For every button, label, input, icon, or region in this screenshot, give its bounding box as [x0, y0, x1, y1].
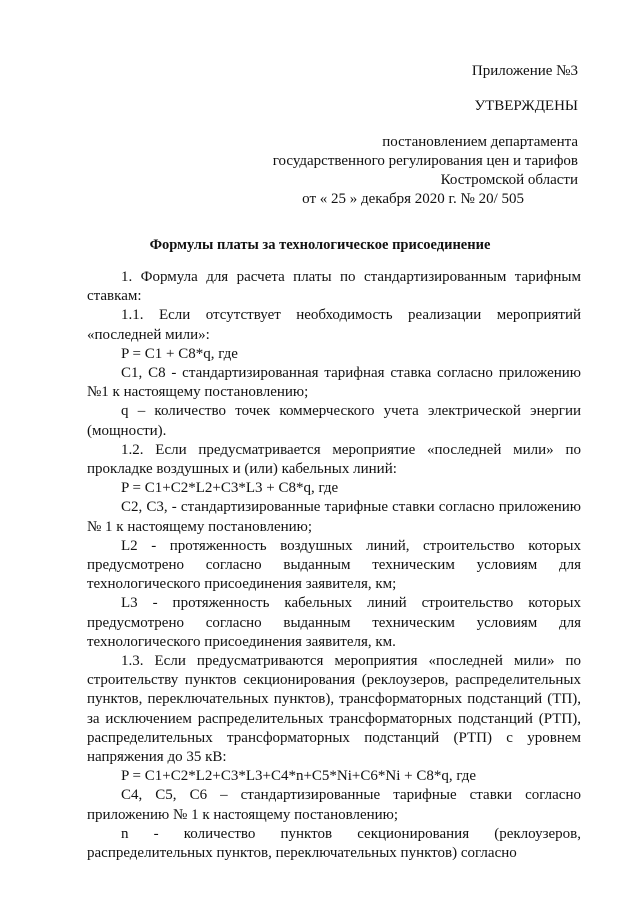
paragraph: 1.3. Если предусматриваются мероприятия «последней мили» по строительству пунктов секционирования (реклоузеров, распределительных пунктов, переключательных пунктов), трансформаторных подстанций (ТП), за исключением распределительных трансформаторных подстанций (РТП), распределительных трансформаторных подстанций (РТП) с уровнем напряжения до 35 кВ:	[87, 653, 581, 766]
paragraph: 1.2. Если предусматривается мероприятие «последней мили» по прокладке воздушных и (или) кабельных линий:	[87, 441, 581, 478]
appendix-label: Приложение №3	[471, 63, 578, 79]
paragraph: q – количество точек коммерческого учета электрической энергии (мощности).	[87, 403, 581, 439]
decree-date: от « 25 » декабря 2020 г. № 20/ 505	[302, 191, 524, 207]
decree-line: Костромской области	[440, 172, 578, 188]
document-body	[87, 268, 581, 863]
formula: P = C1+C2*L2+C3*L3 + C8*q, где	[121, 480, 339, 497]
paragraph: C4, C5, C6 – стандартизированные тарифные ставки согласно приложению № 1 к настоящему постановлению;	[87, 787, 581, 823]
paragraph: 1.1. Если отсутствует необходимость реализации мероприятий «последней мили»:	[87, 307, 581, 343]
formula: P = C1 + C8*q, где	[121, 345, 238, 362]
paragraph: L3 - протяженность кабельных линий строительство которых предусмотрено согласно выданным техническим условиям для технологического присоединения заявителя, км.	[87, 595, 581, 650]
decree-reference	[273, 133, 578, 209]
decree-line: постановлением департамента	[382, 134, 578, 150]
formula: P = C1+C2*L2+C3*L3+C4*n+C5*Ni+C6*Ni + C8*q, где	[121, 768, 477, 785]
decree-line: государственного регулирования цен и тарифов	[272, 153, 578, 169]
paragraph: C2, C3, - стандартизированные тарифные ставки согласно приложению № 1 к настоящему постановлению;	[87, 499, 581, 535]
paragraph: n - количество пунктов секционирования (реклоузеров, распределительных пунктов, переключательных пунктов) согласно	[87, 825, 581, 862]
paragraph: 1. Формула для расчета платы по стандартизированным тарифным ставкам:	[87, 269, 581, 305]
approved-label: УТВЕРЖДЕНЫ	[474, 98, 578, 114]
paragraph: L2 - протяженность воздушных линий, строительство которых предусмотрено согласно выданным техническим условиям для технологического присоединения заявителя, км;	[87, 537, 581, 593]
paragraph: C1, C8 - стандартизированная тарифная ставка согласно приложению №1 к настоящему постановлению;	[87, 365, 581, 401]
document-title: Формулы платы за технологическое присоединение	[149, 237, 491, 253]
